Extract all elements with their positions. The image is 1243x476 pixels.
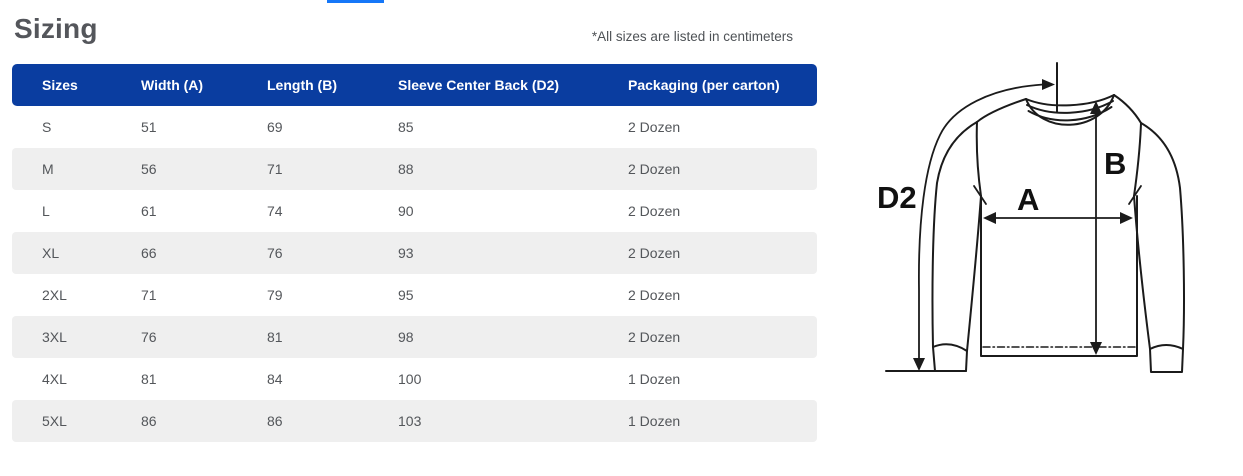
length-cell: 84: [267, 371, 283, 387]
table-row: [12, 358, 817, 400]
packaging-cell: 1 Dozen: [628, 371, 681, 387]
column-header-sleeve: Sleeve Center Back (D2): [398, 77, 560, 93]
length-cell: 74: [267, 203, 283, 219]
width-cell: 51: [141, 119, 157, 135]
packaging-cell: 2 Dozen: [628, 245, 681, 261]
table-row: [12, 232, 817, 274]
sleeve-cell: 90: [398, 203, 414, 219]
length-cell: 76: [267, 245, 283, 261]
packaging-cell: 2 Dozen: [628, 287, 681, 303]
units-note: *All sizes are listed in centimeters: [591, 29, 793, 44]
size-cell: 5XL: [42, 413, 67, 429]
page-title: Sizing: [14, 13, 98, 44]
width-cell: 86: [141, 413, 157, 429]
shirt-diagram-svg: [860, 55, 1243, 385]
sleeve-cell: 100: [398, 371, 422, 387]
size-cell: L: [42, 203, 50, 219]
size-cell: S: [42, 119, 52, 135]
table-row: [12, 148, 817, 190]
a-label: A: [1017, 182, 1040, 217]
length-cell: 69: [267, 119, 283, 135]
column-header-width: Width (A): [141, 77, 204, 93]
sleeve-cell: 95: [398, 287, 414, 303]
table-row: [12, 190, 817, 232]
d2-measure-arrow: [886, 79, 1055, 371]
size-cell: XL: [42, 245, 60, 261]
d2-label: D2: [877, 180, 917, 215]
packaging-cell: 2 Dozen: [628, 119, 681, 135]
table-row: [12, 106, 817, 148]
shirt-measurement-diagram: [860, 55, 1243, 385]
table-row: [12, 274, 817, 316]
length-cell: 81: [267, 329, 283, 345]
sleeve-cell: 103: [398, 413, 422, 429]
length-cell: 71: [267, 161, 283, 177]
width-cell: 76: [141, 329, 157, 345]
packaging-cell: 2 Dozen: [628, 161, 681, 177]
packaging-cell: 2 Dozen: [628, 203, 681, 219]
column-header-sizes: Sizes: [42, 77, 78, 93]
width-cell: 66: [141, 245, 157, 261]
width-cell: 71: [141, 287, 157, 303]
sleeve-cell: 88: [398, 161, 414, 177]
size-cell: 4XL: [42, 371, 67, 387]
packaging-cell: 1 Dozen: [628, 413, 681, 429]
width-cell: 56: [141, 161, 157, 177]
column-header-length: Length (B): [267, 77, 337, 93]
a-measure-arrow: [974, 186, 1141, 224]
table-header-row: [12, 64, 817, 106]
packaging-cell: 2 Dozen: [628, 329, 681, 345]
width-cell: 81: [141, 371, 157, 387]
sleeve-cell: 98: [398, 329, 414, 345]
b-label: B: [1104, 146, 1127, 181]
b-measure-arrow: [1090, 101, 1102, 355]
sizing-table: [12, 64, 817, 442]
size-cell: 2XL: [42, 287, 67, 303]
length-cell: 86: [267, 413, 283, 429]
size-cell: M: [42, 161, 54, 177]
column-header-packaging: Packaging (per carton): [628, 77, 780, 93]
table-row: [12, 400, 817, 442]
sleeve-cell: 85: [398, 119, 414, 135]
sleeve-cell: 93: [398, 245, 414, 261]
length-cell: 79: [267, 287, 283, 303]
active-tab-indicator[interactable]: [327, 0, 384, 3]
table-row: [12, 316, 817, 358]
width-cell: 61: [141, 203, 157, 219]
size-cell: 3XL: [42, 329, 67, 345]
